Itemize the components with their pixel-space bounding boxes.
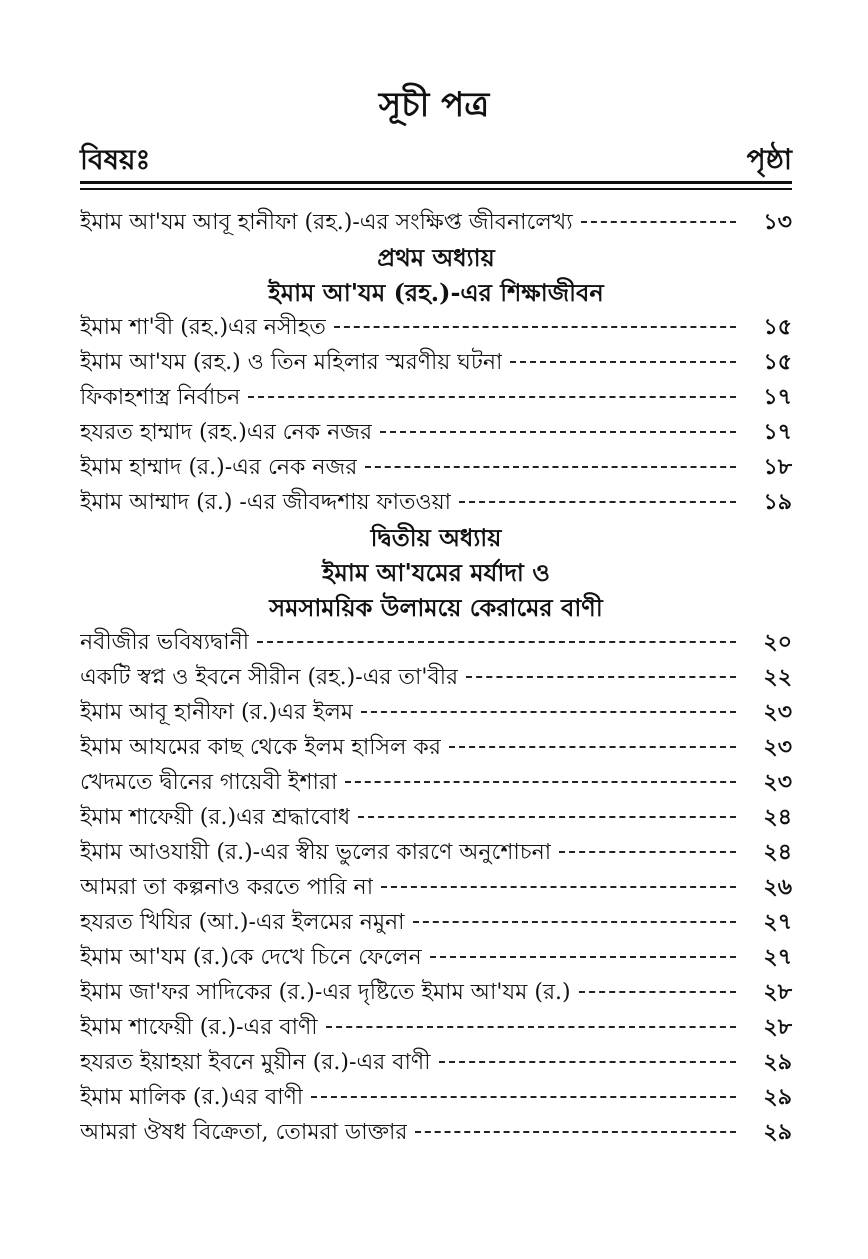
dotted-leader: [248, 382, 736, 404]
toc-entry-topic: ইমাম আবূ হানীফা (র.)এর ইলম: [80, 700, 354, 725]
toc-entry-topic: ইমাম আ'যম (রহ.) ও তিন মহিলার স্মরণীয় ঘটনা: [80, 350, 503, 375]
toc-entry-page-number: ১৭: [763, 419, 792, 445]
toc-entry: [80, 205, 792, 240]
dotted-leader: [334, 312, 736, 334]
dotted-leader: [459, 487, 736, 509]
toc-entry-page-number: ১৫: [763, 314, 792, 340]
toc-entry-page-number: ২৭: [763, 909, 792, 935]
toc-entry-page-number: ২৪: [763, 804, 792, 830]
chapter-heading: ইমাম আ'যম (রহ.)-এর শিক্ষাজীবন: [268, 278, 604, 307]
dotted-leader: [358, 802, 736, 824]
toc-entry-topic: ইমাম মালিক (র.)এর বাণী: [80, 1085, 304, 1110]
toc-entry-topic: নবীজীর ভবিষ্যদ্বানী: [80, 630, 250, 655]
toc-entry: [80, 1080, 792, 1115]
toc-entry-topic: একটি স্বপ্ন ও ইবনে সীরীন (রহ.)-এর তা'বীর: [80, 665, 459, 690]
toc-entry-page-number: ১৩: [763, 209, 792, 235]
chapter-heading: ইমাম আ'যমের মর্যাদা ও: [322, 558, 550, 587]
toc-entry-page-number: ১৭: [763, 384, 792, 410]
dotted-leader: [579, 977, 736, 999]
toc-entry-page-number: ১৮: [763, 454, 792, 480]
toc-entry: [80, 450, 792, 485]
toc-entry-page-number: ২৯: [763, 1049, 792, 1075]
dotted-leader: [510, 347, 736, 369]
toc-entry-topic: আমরা ঔষধ বিক্রেতা, তোমরা ডাক্তার: [80, 1120, 408, 1145]
dotted-leader: [381, 872, 736, 894]
subject-column-header: বিষয়ঃ: [80, 143, 151, 176]
dotted-leader: [439, 1047, 737, 1069]
page-title: সূচী পত্র: [378, 85, 490, 125]
toc-entry-topic: ইমাম হাম্মাদ (র.)-এর নেক নজর: [80, 455, 358, 480]
dotted-leader: [559, 837, 736, 859]
toc-entry: [80, 485, 792, 520]
dotted-leader: [365, 452, 736, 474]
toc-entry-page-number: ২৩: [763, 734, 792, 760]
toc-entry: [80, 905, 792, 940]
dotted-leader: [415, 1117, 736, 1139]
toc-entry-page-number: ২৭: [763, 944, 792, 970]
toc-entry-page-number: ১৫: [763, 349, 792, 375]
toc-entry: [80, 625, 792, 660]
toc-entry-page-number: ২৮: [763, 979, 792, 1005]
toc-entry-page-number: ২৯: [763, 1084, 792, 1110]
toc-entry-topic: ইমাম আম্মাদ (র.) -এর জীবদ্দশায় ফাতওয়া: [80, 490, 452, 515]
toc-entry-topic: ইমাম আ'যম (র.)কে দেখে চিনে ফেলেন: [80, 945, 422, 970]
toc-entry: [80, 940, 792, 975]
dotted-leader: [413, 907, 736, 929]
chapter-heading: সমসাময়িক উলাময়ে কেরামের বাণী: [269, 593, 603, 622]
dotted-leader: [449, 732, 736, 754]
dotted-leader: [430, 942, 736, 964]
toc-entry-topic: আমরা তা কল্পনাও করতে পারি না: [80, 875, 374, 900]
toc-entry-page-number: ২৯: [763, 1119, 792, 1145]
toc-entry-page-number: ২৩: [763, 699, 792, 725]
dotted-leader: [581, 207, 736, 229]
toc-entry: [80, 800, 792, 835]
toc-entry: [80, 870, 792, 905]
toc-entry: [80, 1045, 792, 1080]
chapter-heading: প্রথম অধ্যায়: [377, 243, 495, 272]
toc-entry: [80, 660, 792, 695]
toc-entry-page-number: ২২: [763, 664, 792, 690]
chapter-heading: দ্বিতীয় অধ্যায়: [370, 523, 502, 552]
toc-entry-topic: হযরত ইয়াহয়া ইবনে মুয়ীন (র.)-এর বাণী: [80, 1050, 431, 1075]
toc-entry: [80, 835, 792, 870]
toc-entry-topic: ইমাম আওযায়ী (র.)-এর স্বীয় ভুলের কারণে অনুশোচনা: [80, 840, 552, 865]
dotted-leader: [466, 662, 736, 684]
toc-entry-topic: খেদমতে দ্বীনের গায়েবী ইশারা: [80, 770, 338, 795]
toc-entry-page-number: ২০: [763, 629, 792, 655]
toc-entry-topic: ইমাম শাফেয়ী (র.)এর শ্রদ্ধাবোধ: [80, 805, 351, 830]
toc-entry-page-number: ২৩: [763, 769, 792, 795]
toc-entry: [80, 380, 792, 415]
toc-entry-page-number: ২৬: [763, 874, 792, 900]
toc-entry: [80, 975, 792, 1010]
toc-entry: [80, 1010, 792, 1045]
toc-entry: [80, 765, 792, 800]
toc-entry-topic: হযরত হাম্মাদ (রহ.)এর নেক নজর: [80, 420, 373, 445]
dotted-leader: [257, 627, 736, 649]
toc-list: [80, 205, 792, 1150]
toc-entry: [80, 310, 792, 345]
dotted-leader: [380, 417, 736, 439]
dotted-leader: [361, 697, 736, 719]
dotted-leader: [311, 1082, 736, 1104]
toc-entry-topic: ইমাম আ'যম আবূ হানীফা (রহ.)-এর সংক্ষিপ্ত জীবনালেখ্য: [80, 210, 573, 235]
dotted-leader: [345, 767, 736, 789]
toc-entry-topic: ইমাম আযমের কাছ থেকে ইলম হাসিল কর: [80, 735, 441, 760]
toc-entry-page-number: ২৮: [763, 1014, 792, 1040]
toc-entry-topic: ফিকাহশাস্ত্র নির্বাচন: [80, 385, 241, 410]
page-column-header: পৃষ্ঠা: [746, 143, 792, 176]
toc-entry-topic: ইমাম জা'ফর সাদিকের (র.)-এর দৃষ্টিতে ইমাম আ'যম (র.): [80, 980, 571, 1005]
toc-entry: [80, 1115, 792, 1150]
header-rule-bottom: [80, 188, 792, 190]
toc-entry-topic: ইমাম শা'বী (রহ.)এর নসীহত: [80, 315, 326, 340]
header-rule-top: [80, 181, 792, 184]
toc-entry: [80, 695, 792, 730]
dotted-leader: [326, 1012, 736, 1034]
toc-entry: [80, 415, 792, 450]
toc-entry-topic: হযরত খিযির (আ.)-এর ইলমের নমুনা: [80, 910, 405, 935]
toc-entry-topic: ইমাম শাফেয়ী (র.)-এর বাণী: [80, 1015, 318, 1040]
toc-entry-page-number: ১৯: [763, 489, 792, 515]
toc-entry: [80, 345, 792, 380]
toc-entry: [80, 730, 792, 765]
toc-entry-page-number: ২৪: [763, 839, 792, 865]
